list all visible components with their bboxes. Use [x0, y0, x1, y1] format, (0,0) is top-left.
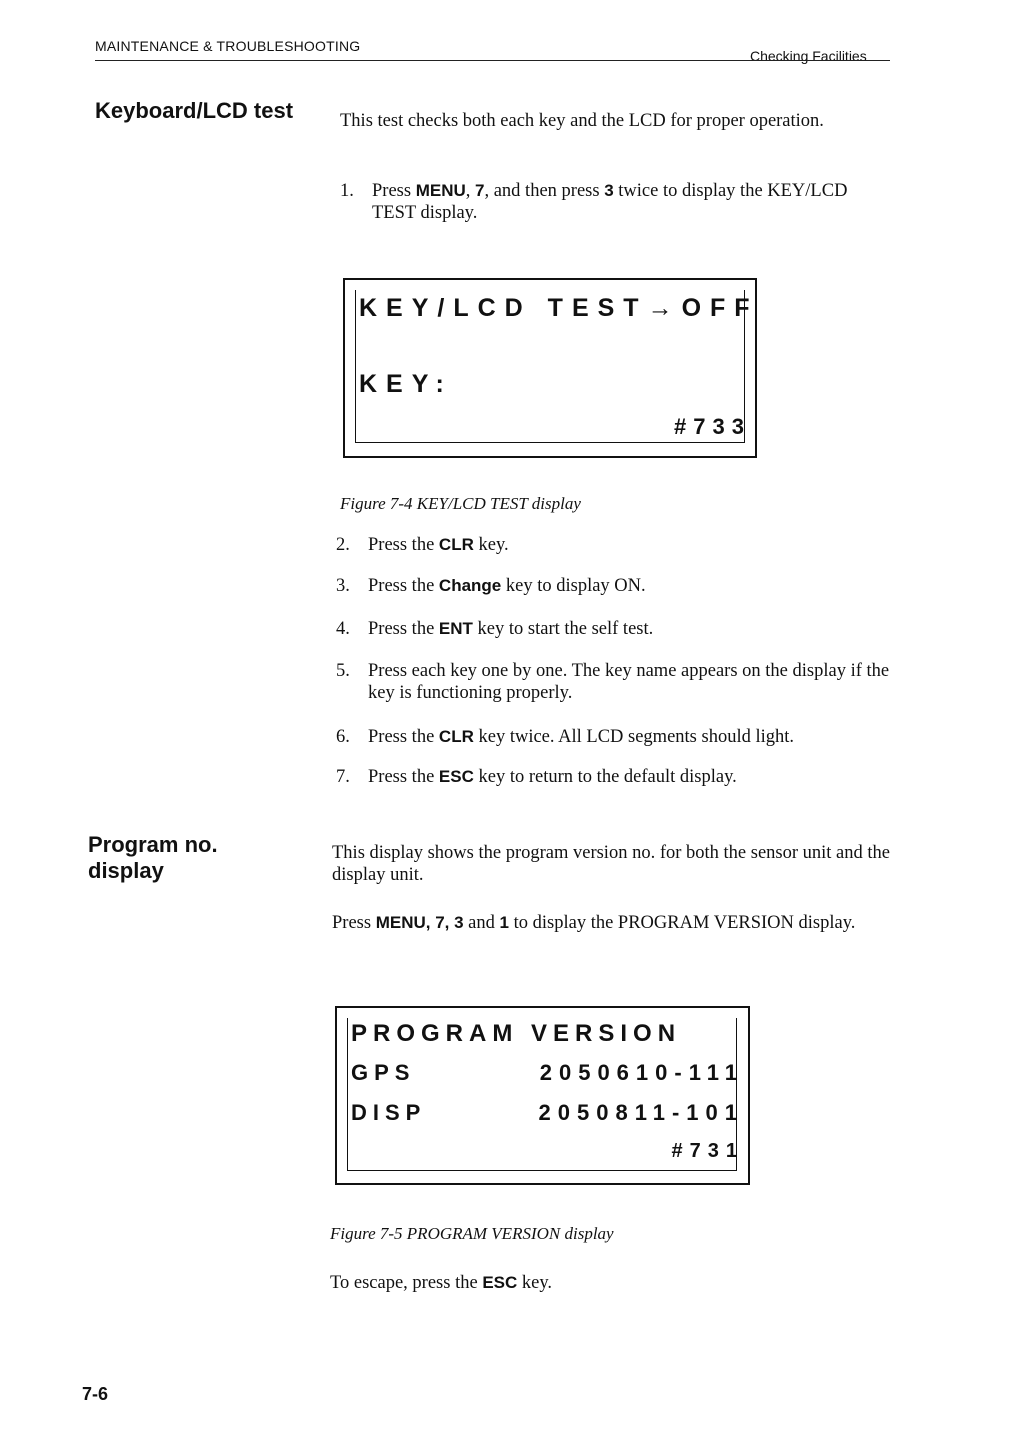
key-lcd-test-display [343, 278, 757, 458]
lcd-gps-version: 2050610-111 [539, 1060, 744, 1085]
step-number: 1. [340, 181, 354, 201]
keyboard-lcd-test-heading: Keyboard/LCD test [95, 98, 294, 123]
lcd-line-1: KEY/LCD TEST→OFF [359, 294, 759, 322]
key-1: 1 [499, 913, 509, 932]
step-text: Press MENU, 7, and then press 3 twice to display the KEY/LCD TEST display. [372, 181, 848, 223]
program-no-intro: This display shows the program version no. for both the sensor unit and the display unit. [332, 843, 890, 885]
program-version-display [335, 1006, 750, 1185]
lcd-line-2: KEY: [359, 370, 453, 398]
step-7: 7. Press the ESC key to return to the default display. [336, 767, 737, 787]
figure-7-5-caption: Figure 7-5 PROGRAM VERSION display [330, 1224, 614, 1243]
header-section-title: MAINTENANCE & TROUBLESHOOTING [95, 38, 361, 54]
key-ent: ENT [438, 619, 473, 638]
key-change: Change [438, 576, 502, 595]
program-no-instruction: Press MENU, 7, 3 and 1 to display the PROGRAM VERSION display. [332, 913, 856, 933]
key-menu: MENU [415, 181, 466, 200]
keys-menu-7-3: MENU, 7, 3 [375, 913, 464, 932]
step-5: 5. Press each key one by one. The key name appears on the display if the key is functioning properly. [336, 661, 890, 703]
escape-instruction: To escape, press the ESC key. [330, 1273, 553, 1293]
step-1 [340, 180, 892, 228]
figure-7-4-caption: Figure 7-4 KEY/LCD TEST display [340, 494, 581, 513]
lcd-disp-label: DISP [351, 1100, 427, 1125]
key-esc: ESC [438, 767, 474, 786]
lcd-gps-label: GPS [351, 1060, 416, 1085]
step-2: 2. Press the CLR key. [336, 535, 509, 555]
key-3: 3 [604, 181, 614, 200]
lcd-line-1: PROGRAM VERSION [351, 1020, 682, 1047]
step-6: 6. Press the CLR key twice. All LCD segments should light. [336, 727, 795, 747]
key-7: 7 [475, 181, 485, 200]
step-3: 3. Press the Change key to display ON. [336, 576, 646, 596]
lcd-disp-version: 2050811-101 [538, 1100, 744, 1125]
lcd-line-4: #731 [671, 1140, 744, 1162]
key-esc: ESC [482, 1273, 518, 1292]
step-4: 4. Press the ENT key to start the self test. [336, 619, 654, 639]
keyboard-test-intro: This test checks both each key and the LCD for proper operation. [340, 111, 824, 131]
key-clr: CLR [438, 535, 474, 554]
header-subsection-title: Checking Facilities [750, 48, 867, 64]
header-rule [95, 60, 890, 61]
program-no-heading: Program no. display [88, 832, 218, 883]
key-clr: CLR [438, 727, 474, 746]
page-number: 7-6 [82, 1384, 109, 1404]
lcd-line-3: #733 [674, 414, 751, 439]
